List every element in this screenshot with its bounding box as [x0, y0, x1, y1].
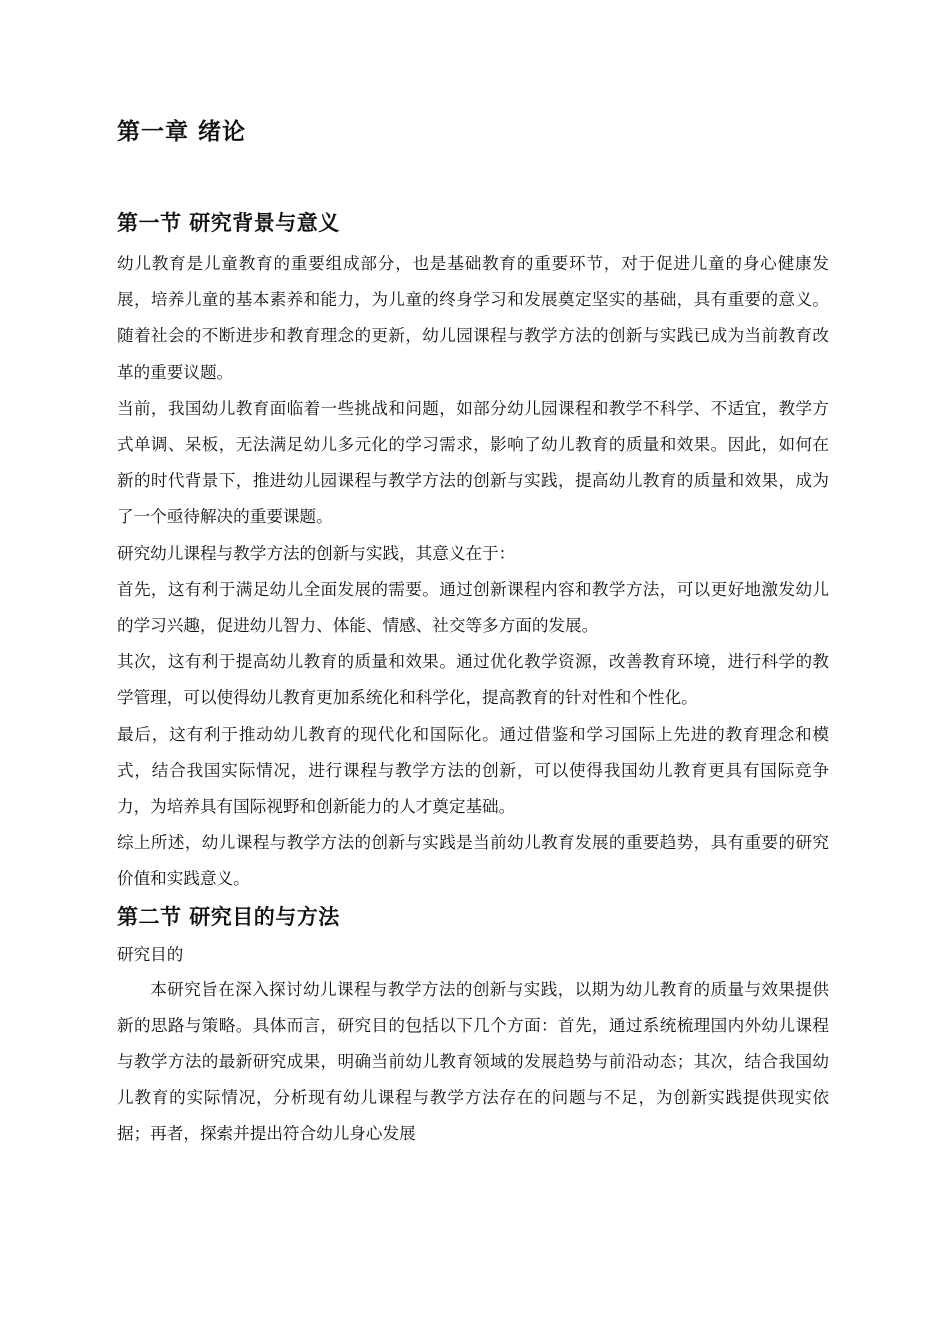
- section-1-paragraph-2: 当前，我国幼儿教育面临着一些挑战和问题，如部分幼儿园课程和教学不科学、不适宜，教学方式单调、呆板，无法满足幼儿多元化的学习需求，影响了幼儿教育的质量和效果。因此，如何在新的时代背景下，推进幼儿园课程与教学方法的创新与实践，提高幼儿教育的质量和效果，成为了一个亟待解决的重要课题。: [117, 398, 829, 527]
- section-2-paragraph-1: 本研究旨在深入探讨幼儿课程与教学方法的创新与实践，以期为幼儿教育的质量与效果提供新的思路与策略。具体而言，研究目的包括以下几个方面：首先，通过系统梳理国内外幼儿课程与教学方法的最新研究成果，明确当前幼儿教育领域的发展趋势与前沿动态；其次，结合我国幼儿教育的实际情况，分析现有幼儿课程与教学方法存在的问题与不足，为创新实践提供现实依据；再者，探索并提出符合幼儿身心发展: [117, 979, 829, 1144]
- section-1-paragraph-1: 幼儿教育是儿童教育的重要组成部分，也是基础教育的重要环节，对于促进儿童的身心健康发展，培养儿童的基本素养和能力，为儿童的终身学习和发展奠定坚实的基础，具有重要的意义。随着社会的不断进步和教育理念的更新，幼儿园课程与教学方法的创新与实践已成为当前教育改革的重要议题。: [117, 254, 829, 382]
- section-2-subheading: 研究目的: [117, 944, 184, 964]
- section-1-paragraph-5: 其次，这有利于提高幼儿教育的质量和效果。通过优化教学资源，改善教育环境，进行科学的教学管理，可以使得幼儿教育更加系统化和科学化，提高教育的针对性和个性化。: [117, 652, 829, 708]
- section-1-paragraph-3: 研究幼儿课程与教学方法的创新与实践，其意义在于：: [117, 543, 516, 563]
- document-body: [117, 112, 829, 1153]
- section-1-paragraph-6: 最后，这有利于推动幼儿教育的现代化和国际化。通过借鉴和学习国际上先进的教育理念和模式，结合我国实际情况，进行课程与教学方法的创新，可以使得我国幼儿教育更具有国际竞争力，为培养具有国际视野和创新能力的人才奠定基础。: [117, 724, 829, 817]
- section-1-paragraph-4: 首先，这有利于满足幼儿全面发展的需要。通过创新课程内容和教学方法，可以更好地激发幼儿的学习兴趣，促进幼儿智力、体能、情感、社交等多方面的发展。: [117, 579, 829, 636]
- chapter-title: 第一章 绪论: [117, 119, 247, 145]
- section-1-paragraph-7: 综上所述，幼儿课程与教学方法的创新与实践是当前幼儿教育发展的重要趋势，具有重要的研究价值和实践意义。: [117, 833, 829, 889]
- section-1-title: 第一节 研究背景与意义: [117, 211, 340, 235]
- section-2-title: 第二节 研究目的与方法: [117, 904, 340, 929]
